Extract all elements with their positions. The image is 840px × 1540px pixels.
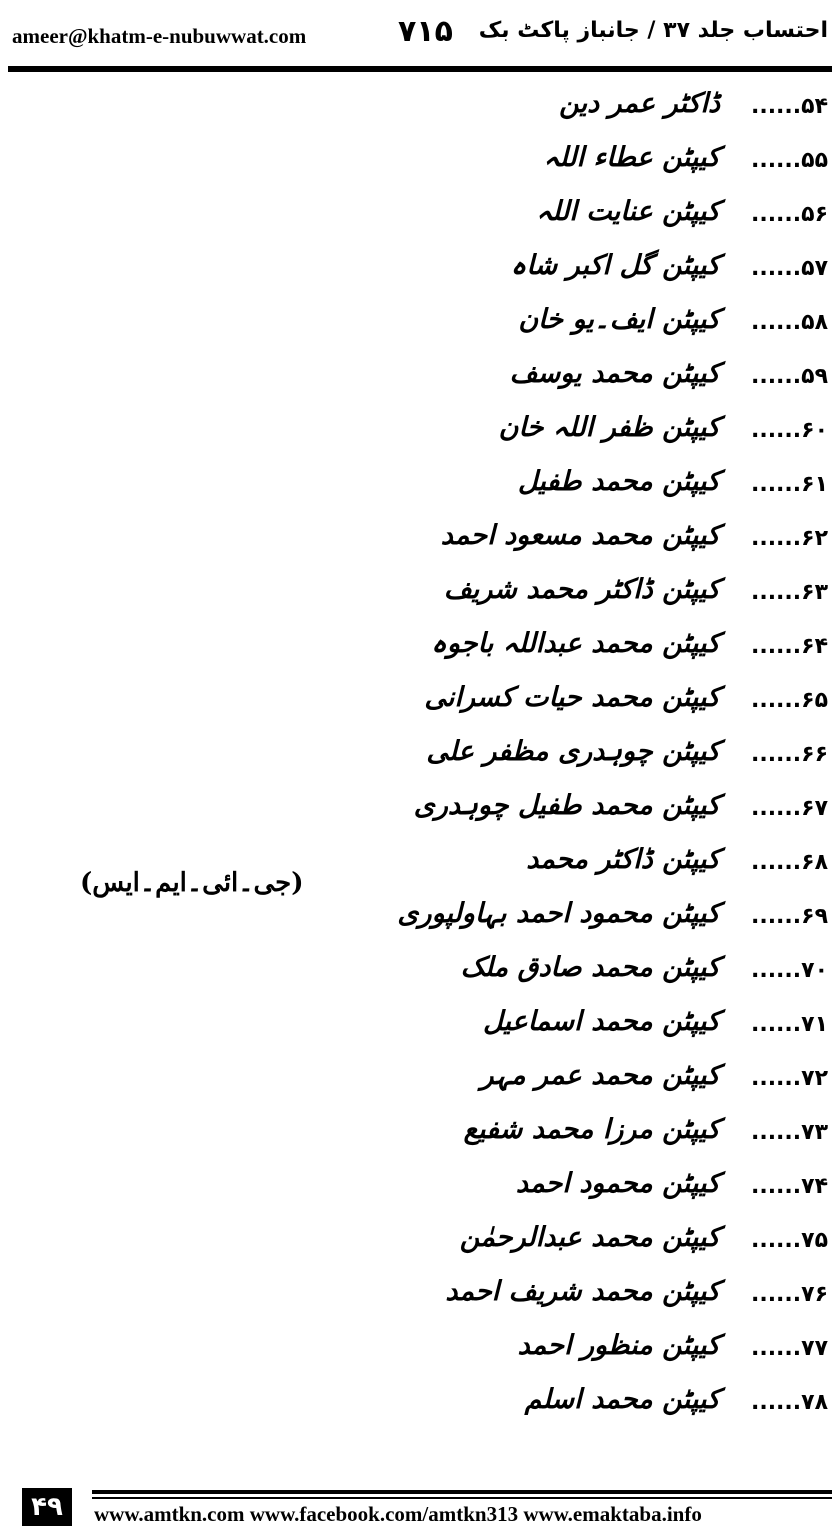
list-item [0, 894, 840, 948]
entry-number: ۶۴...... [750, 634, 828, 659]
entry-number: ۷۸...... [750, 1390, 828, 1415]
entry-name: کیپٹن محمد یوسف [509, 358, 720, 389]
entry-number: ۷۰...... [750, 958, 828, 983]
header-title: احتساب جلد ۳۷ / جانباز پاکٹ بک [478, 18, 828, 43]
list-item [0, 1272, 840, 1326]
list-item [0, 1164, 840, 1218]
entry-number: ۶۰...... [750, 418, 828, 443]
entry-number: ۶۱...... [750, 472, 828, 497]
footer-page-number: ۴۹ [22, 1488, 72, 1526]
list-item [0, 408, 840, 462]
entry-number: ۷۴...... [750, 1174, 828, 1199]
list-item [0, 570, 840, 624]
entry-number: ۶۳...... [750, 580, 828, 605]
entry-number: ۶۵...... [750, 688, 828, 713]
entry-name: کیپٹن ڈاکٹر محمد [526, 844, 720, 875]
list-item [0, 1056, 840, 1110]
list-item [0, 1218, 840, 1272]
entry-number: ۵۵...... [750, 148, 828, 173]
entry-name: کیپٹن ڈاکٹر محمد شریف [443, 574, 720, 605]
entry-number: ۷۲...... [750, 1066, 828, 1091]
list-item [0, 786, 840, 840]
list-item [0, 138, 840, 192]
list-item [0, 1326, 840, 1380]
entry-name: کیپٹن مرزا محمد شفیع [463, 1114, 720, 1145]
entry-name: کیپٹن ظفر اللہ خان [498, 412, 720, 443]
entry-number: ۷۵...... [750, 1228, 828, 1253]
list-item [0, 462, 840, 516]
entry-name: کیپٹن محمد حیات کسرانی [424, 682, 720, 713]
footer-urls[interactable]: www.amtkn.com www.facebook.com/amtkn313 www.emaktaba.info [94, 1502, 702, 1526]
entry-number: ۷۷...... [750, 1336, 828, 1361]
entry-number: ۷۱...... [750, 1012, 828, 1037]
entry-number: ۶۲...... [750, 526, 828, 551]
entry-name: کیپٹن گل اکبر شاہ [510, 250, 720, 281]
entry-name: کیپٹن محمد طفیل چوہدری [413, 790, 720, 821]
list-item [0, 246, 840, 300]
list-item [0, 1002, 840, 1056]
entry-number: ۵۷...... [750, 256, 828, 281]
entry-name: ڈاکٹر عمر دین [559, 88, 720, 119]
entry-number: ۵۸...... [750, 310, 828, 335]
list-item [0, 84, 840, 138]
entry-number: ۵۴...... [750, 94, 828, 119]
header-email[interactable]: ameer@khatm-e-nubuwwat.com [12, 24, 307, 48]
footer-divider [92, 1490, 832, 1494]
entry-number: ۷۳...... [750, 1120, 828, 1145]
entry-number: ۶۹...... [750, 904, 828, 929]
list-item [0, 354, 840, 408]
entry-name: کیپٹن محمد عبدالرحمٰن [459, 1222, 720, 1253]
entry-number: ۵۶...... [750, 202, 828, 227]
entry-number: ۶۸...... [750, 850, 828, 875]
entry-name: کیپٹن محمد عمر مہر [480, 1060, 720, 1091]
page-header [0, 0, 840, 70]
entry-name: کیپٹن محمد صادق ملک [460, 952, 720, 983]
entry-name: کیپٹن محمد عبداللہ باجوہ [431, 628, 720, 659]
list-item [0, 678, 840, 732]
entry-name: کیپٹن محمد اسماعیل [483, 1006, 720, 1037]
list-item [0, 1110, 840, 1164]
page-footer [0, 1488, 840, 1540]
list-item [0, 192, 840, 246]
entry-name: کیپٹن محمد اسلم [524, 1384, 720, 1415]
list-item [0, 1380, 840, 1434]
list-item [0, 732, 840, 786]
footer-divider-thin [92, 1497, 832, 1499]
entry-name: کیپٹن منظور احمد [517, 1330, 720, 1361]
entry-number: ۶۶...... [750, 742, 828, 767]
entry-name: کیپٹن محمد مسعود احمد [440, 520, 720, 551]
entry-name: کیپٹن عنایت اللہ [536, 196, 720, 227]
list-item [0, 516, 840, 570]
list-item [0, 948, 840, 1002]
entry-name: کیپٹن محمد طفیل [517, 466, 720, 497]
list-item [0, 624, 840, 678]
entry-number: ۶۷...... [750, 796, 828, 821]
list-item [0, 300, 840, 354]
header-page-number: ۷۱۵ [398, 14, 453, 49]
entry-name: کیپٹن عطاء اللہ [543, 142, 720, 173]
entry-number: ۷۶...... [750, 1282, 828, 1307]
entry-name: کیپٹن ایف۔یو خان [518, 304, 720, 335]
entry-name: کیپٹن محمد شریف احمد [445, 1276, 720, 1307]
entry-name: کیپٹن چوہدری مظفر علی [426, 736, 720, 767]
entry-name: کیپٹن محمود احمد بہاولپوری [397, 898, 720, 929]
side-note: (جی۔ائی۔ایم۔ایس) [80, 868, 304, 898]
entry-name: کیپٹن محمود احمد [515, 1168, 720, 1199]
entry-number: ۵۹...... [750, 364, 828, 389]
header-divider [8, 66, 832, 72]
